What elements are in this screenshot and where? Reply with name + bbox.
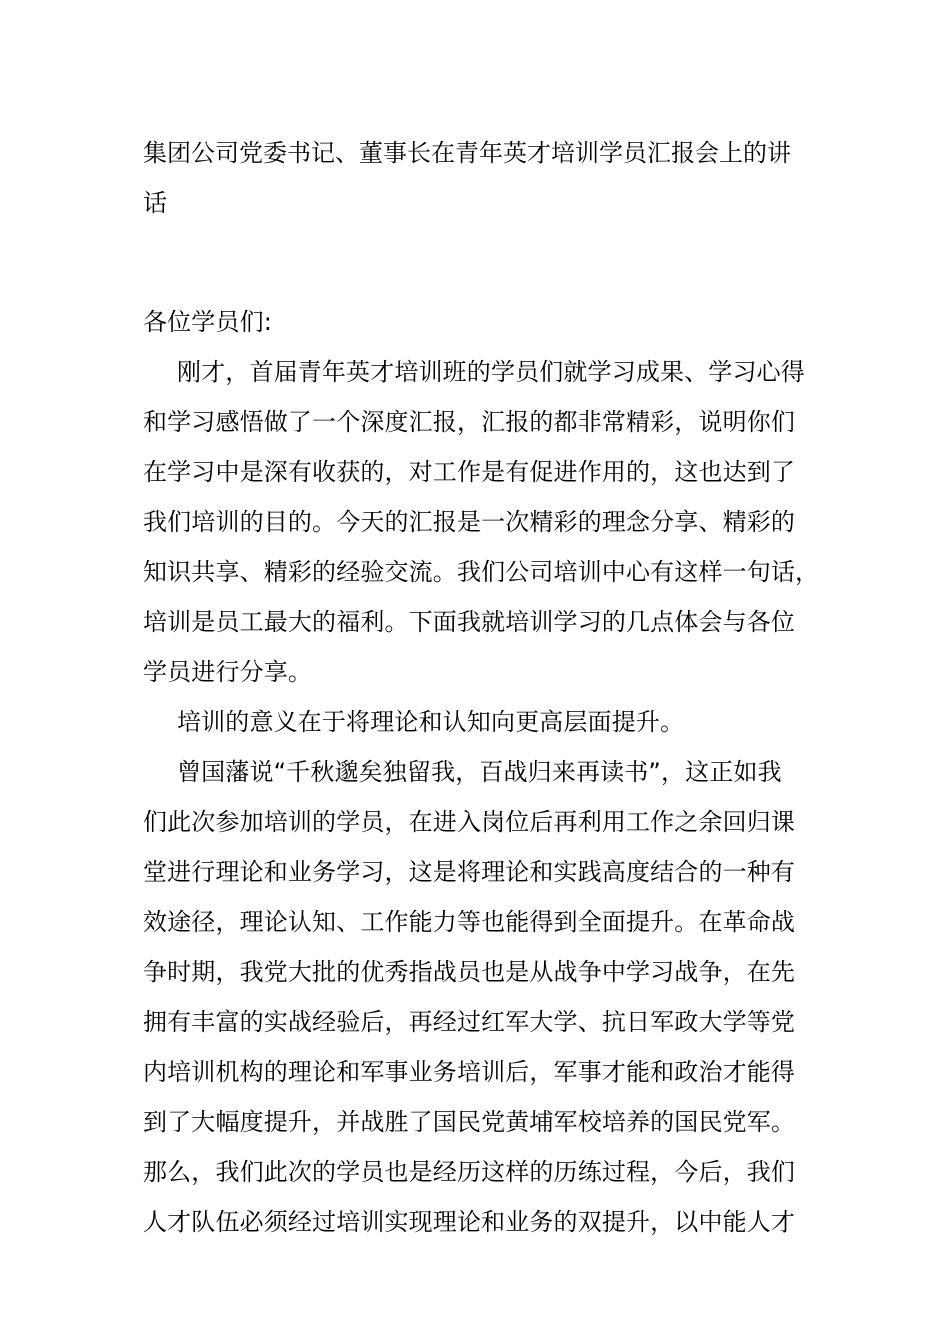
paragraph-line: 到了大幅度提升，并战胜了国民党黄埔军校培养的国民党军。 xyxy=(143,1108,796,1136)
document-body xyxy=(143,128,820,1247)
paragraph-line: 学员进行分享。 xyxy=(143,658,313,686)
paragraph-line: 那么，我们此次的学员也是经历这样的历练过程，今后，我们 xyxy=(143,1158,796,1186)
paragraph-line: 堂进行理论和业务学习，这是将理论和实践高度结合的一种有 xyxy=(143,858,796,886)
paragraph-line: 刚才，首届青年英才培训班的学员们就学习成果、学习心得 xyxy=(177,358,805,386)
paragraph-line: 在学习中是深有收获的，对工作是有促进作用的，这也达到了 xyxy=(143,458,796,486)
paragraph-line: 培训是员工最大的福利。下面我就培训学习的几点体会与各位 xyxy=(143,608,796,636)
paragraph-line: 我们培训的目的。今天的汇报是一次精彩的理念分享、精彩的 xyxy=(143,508,796,536)
title-spacing xyxy=(143,228,807,297)
paragraph-line: 知识共享、精彩的经验交流。我们公司培训中心有这样一句话， xyxy=(143,558,820,586)
paragraph-line: 争时期，我党大批的优秀指战员也是从战争中学习战争，在先 xyxy=(143,958,796,986)
document-title-line-2: 话 xyxy=(143,189,167,217)
paragraph-line: 效途径，理论认知、工作能力等也能得到全面提升。在革命战 xyxy=(143,908,796,936)
paragraph-line: 们此次参加培训的学员，在进入岗位后再利用工作之余回归课 xyxy=(143,808,796,836)
paragraph-line: 内培训机构的理论和军事业务培训后，军事才能和政治才能得 xyxy=(143,1058,796,1086)
paragraph-line: 人才队伍必须经过培训实现理论和业务的双提升，以中能人才 xyxy=(143,1208,796,1236)
section-heading: 培训的意义在于将理论和认知向更高层面提升。 xyxy=(177,708,685,736)
paragraph-line: 拥有丰富的实战经验后，再经过红军大学、抗日军政大学等党 xyxy=(143,1008,796,1036)
paragraph-line: 曾国藩说“千秋邈矣独留我，百战归来再读书”，这正如我 xyxy=(177,758,782,786)
paragraph-line: 和学习感悟做了一个深度汇报，汇报的都非常精彩，说明你们 xyxy=(143,408,796,436)
document-title-line-1: 集团公司党委书记、董事长在青年英才培训学员汇报会上的讲 xyxy=(143,139,791,167)
salutation: 各位学员们: xyxy=(143,308,272,336)
